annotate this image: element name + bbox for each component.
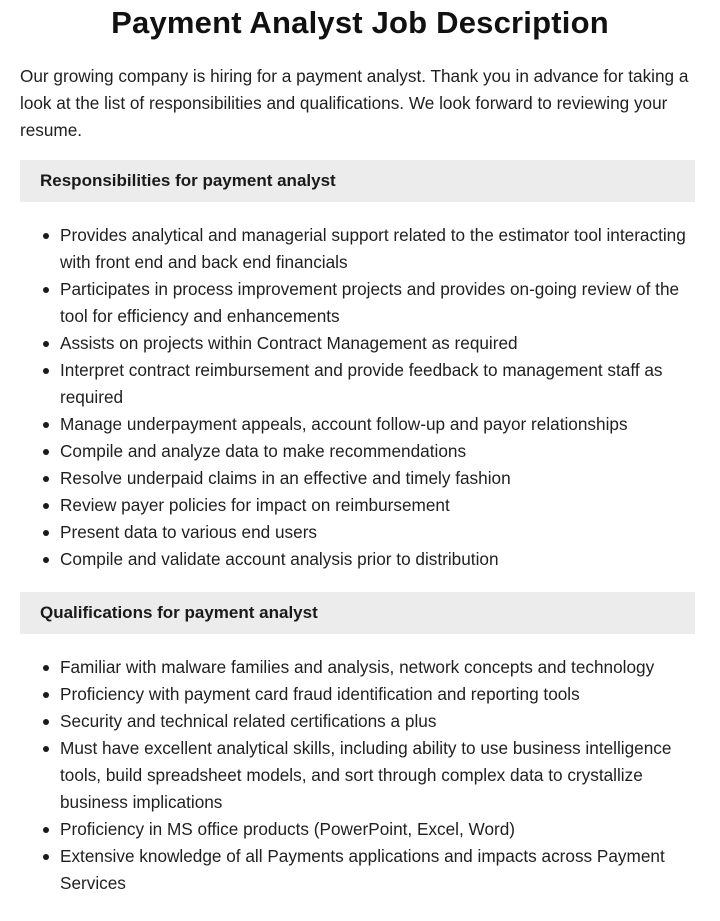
responsibility-text: Compile and validate account analysis prior to distribution — [60, 549, 499, 569]
qualification-text: Proficiency in MS office products (PowerPoint, Excel, Word) — [60, 819, 516, 839]
bullet-icon — [43, 368, 49, 374]
bullet-icon — [43, 719, 49, 725]
bullet-icon — [43, 692, 49, 698]
bullet-icon — [43, 530, 49, 536]
page-title: Payment Analyst Job Description — [111, 5, 609, 40]
bullet-icon — [43, 854, 49, 860]
bullet-icon — [43, 422, 49, 428]
qualification-text: Must have excellent analytical skills, including ability to use business intelligence tools, build spreadsheet models, and sort through complex data to crystallize business implications — [60, 738, 672, 812]
responsibilities-heading: Responsibilities for payment analyst — [20, 160, 695, 202]
bullet-icon — [43, 233, 49, 239]
qualification-item — [60, 708, 700, 735]
responsibility-item — [60, 411, 700, 438]
responsibility-text: Participates in process improvement projects and provides on-going review of the tool for efficiency and enhancements — [60, 279, 680, 326]
responsibility-text: Review payer policies for impact on reimbursement — [60, 495, 450, 515]
responsibility-text: Provides analytical and managerial support related to the estimator tool interacting with front end and back end financials — [60, 225, 686, 272]
bullet-icon — [43, 746, 49, 752]
qualification-text: Extensive knowledge of all Payments applications and impacts across Payment Services — [60, 846, 665, 893]
qualification-item — [60, 816, 700, 843]
responsibility-text: Resolve underpaid claims in an effective and timely fashion — [60, 468, 511, 488]
intro-paragraph: Our growing company is hiring for a payment analyst. Thank you in advance for taking a look at the list of responsibilities and qualifications. We look forward to reviewing your resume. — [20, 66, 689, 140]
bullet-icon — [43, 557, 49, 563]
responsibility-item — [60, 222, 700, 276]
responsibility-text: Compile and analyze data to make recommendations — [60, 441, 467, 461]
responsibility-item — [60, 546, 700, 573]
qualification-item — [60, 654, 700, 681]
responsibilities-list — [0, 222, 700, 573]
qualifications-heading: Qualifications for payment analyst — [20, 592, 695, 634]
bullet-icon — [43, 449, 49, 455]
responsibility-text: Present data to various end users — [60, 522, 318, 542]
responsibility-text: Manage underpayment appeals, account follow-up and payor relationships — [60, 414, 628, 434]
bullet-icon — [43, 665, 49, 671]
responsibility-item — [60, 465, 700, 492]
qualification-item — [60, 843, 700, 897]
bullet-icon — [43, 503, 49, 509]
bullet-icon — [43, 341, 49, 347]
qualifications-list — [0, 654, 700, 897]
responsibility-text: Assists on projects within Contract Management as required — [60, 333, 518, 353]
responsibility-text: Interpret contract reimbursement and provide feedback to management staff as required — [60, 360, 663, 407]
bullet-icon — [43, 827, 49, 833]
qualification-item — [60, 681, 700, 708]
responsibility-item — [60, 276, 700, 330]
qualification-text: Familiar with malware families and analysis, network concepts and technology — [60, 657, 655, 677]
qualification-item — [60, 735, 700, 816]
responsibility-item — [60, 519, 700, 546]
qualification-text: Proficiency with payment card fraud identification and reporting tools — [60, 684, 580, 704]
bullet-icon — [43, 287, 49, 293]
responsibility-item — [60, 438, 700, 465]
responsibility-item — [60, 492, 700, 519]
qualification-text: Security and technical related certifications a plus — [60, 711, 437, 731]
responsibility-item — [60, 357, 700, 411]
bullet-icon — [43, 476, 49, 482]
responsibility-item — [60, 330, 700, 357]
